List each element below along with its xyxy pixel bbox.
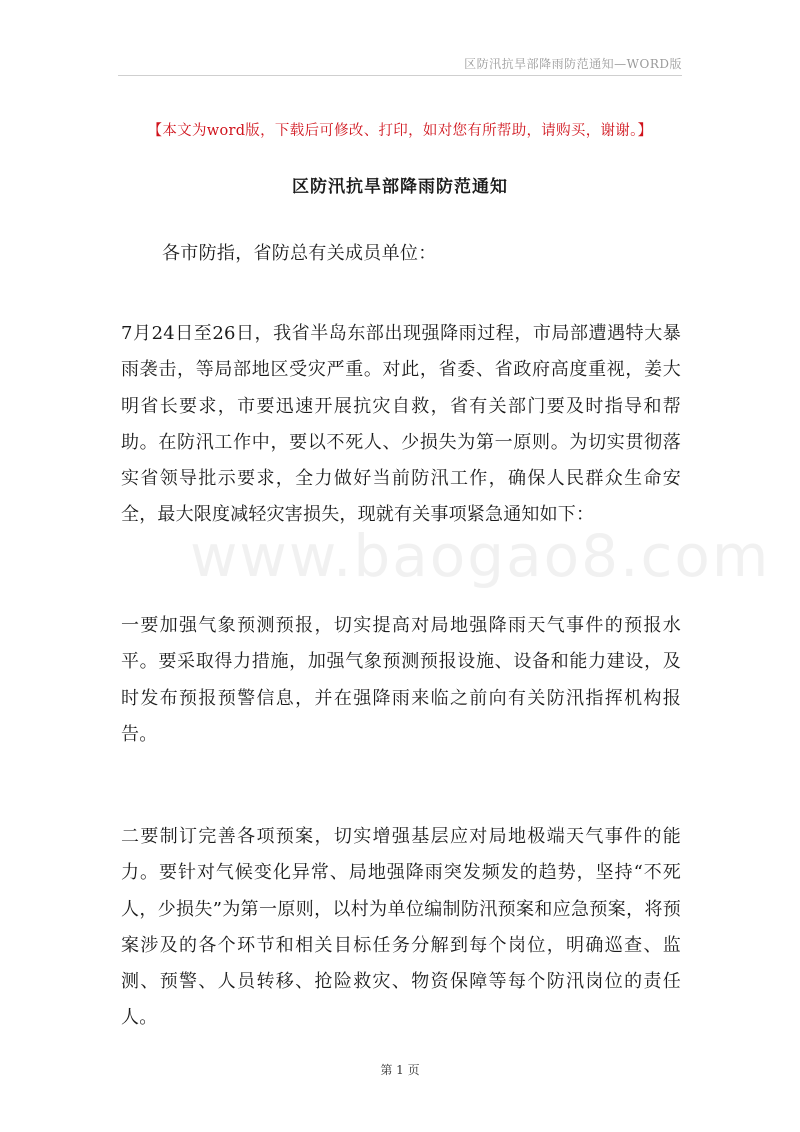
purchase-notice: 【本文为word版，下载后可修改、打印，如对您有所帮助，请购买，谢谢。】 bbox=[147, 123, 653, 139]
document-title: 区防汛抗旱部降雨防范通知 bbox=[292, 177, 508, 197]
salutation: 各市防指，省防总有关成员单位： bbox=[162, 243, 437, 264]
paragraph-intro: 7月24日至26日，我省半岛东部出现强降雨过程，市局部遭遇特大暴雨袭击，等局部地区受灾严重。对此，省委、省政府高度重视，姜大明省长要求，市要迅速开展抗灾自救，省有关部门要及时指导和帮助。在防汛工作中，要以不死人、少损失为第一原则。为切实贯彻落实省领导批示要求，全力做好当前防汛工作，确保人民群众生命安全，最大限度减轻灾害损失，现就有关事项紧急通知如下： bbox=[121, 323, 681, 526]
paragraph-item-2: 二要制订完善各项预案，切实增强基层应对局地极端天气事件的能力。要针对气候变化异常、局地强降雨突发频发的趋势，坚持“不死人，少损失”为第一原则，以村为单位编制防汛预案和应急预案，将预案涉及的各个环节和相关目标任务分解到每个岗位，明确巡查、监测、预警、人员转移、抢险救灾、物资保障等每个防汛岗位的责任人。 bbox=[121, 826, 681, 1029]
paragraph-item-1: 一要加强气象预测预报，切实提高对局地强降雨天气事件的预报水平。要采取得力措施，加强气象预测预报设施、设备和能力建设，及时发布预报预警信息，并在强降雨来临之前向有关防汛指挥机构报告。 bbox=[121, 615, 681, 745]
page-number: 第 1 页 bbox=[380, 1063, 420, 1077]
header-divider bbox=[118, 75, 682, 76]
running-header: 区防汛抗旱部降雨防范通知—WORD版 bbox=[464, 57, 682, 71]
watermark: www.baogao8.com bbox=[190, 522, 771, 590]
